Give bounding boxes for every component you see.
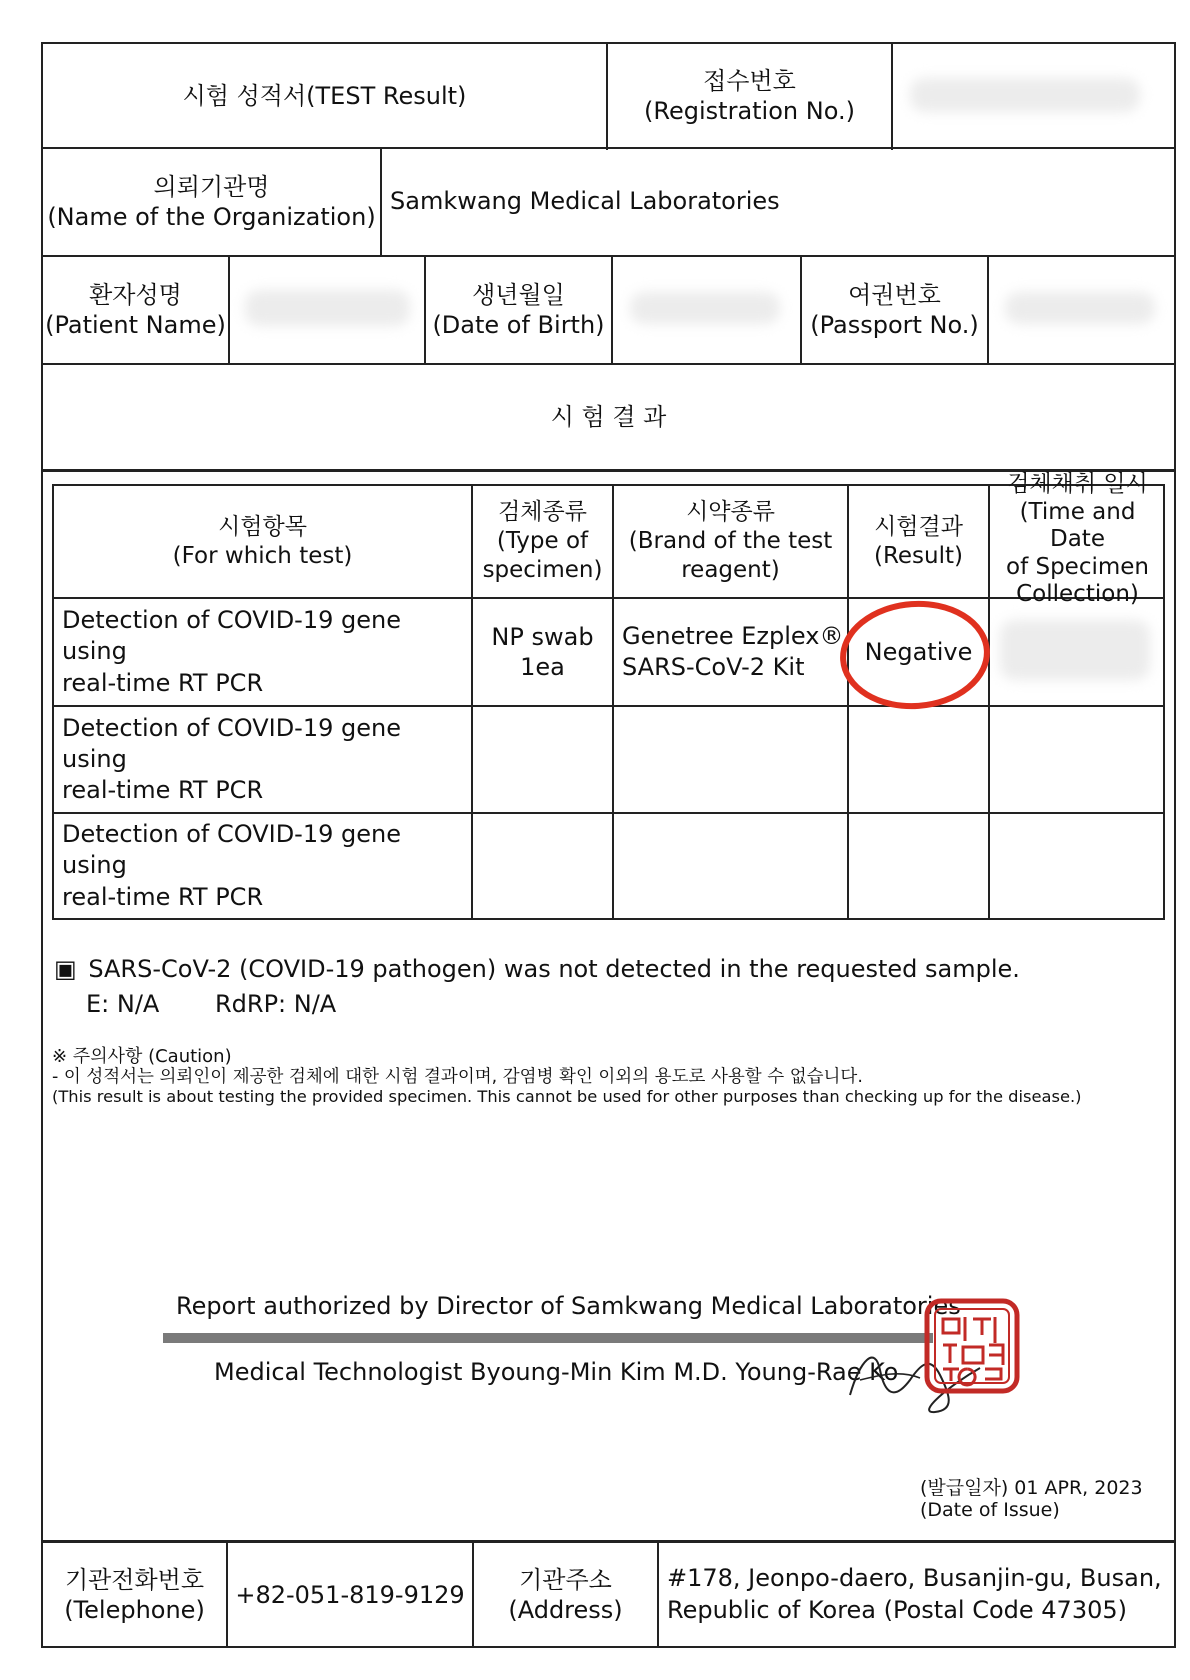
caution-english: (This result is about testing the provided specimen. This cannot be used for other purposes than checking up for the disease.) [52, 1087, 1082, 1106]
result-highlight-circle [835, 595, 995, 715]
section-title: 시 험 결 과 [550, 403, 667, 431]
result-value: Negative [864, 638, 973, 666]
dob-label: 생년월일 (Date of Birth) [432, 281, 605, 339]
collection-time-redacted [1000, 620, 1150, 680]
passport-label: 여권번호 (Passport No.) [810, 281, 979, 339]
telephone-label: 기관전화번호 (Telephone) [64, 1565, 205, 1624]
header-specimen-type: 검체종류 (Type of specimen) [482, 499, 603, 583]
caution-title: ※ 주의사항 (Caution) [52, 1046, 232, 1067]
table-row-test: Detection of COVID-19 gene using real-time RT PCR [62, 606, 401, 697]
issue-date-label: (Date of Issue) [920, 1499, 1060, 1521]
patient-name-redacted [245, 290, 410, 326]
dob-redacted [630, 292, 780, 324]
caution-korean: - 이 성적서는 의뢰인이 제공한 검체에 대한 시험 결과이며, 감염병 확인 이외의 용도로 사용할 수 없습니다. [52, 1067, 863, 1087]
bullet-icon: ▣ [54, 955, 77, 983]
address-value: #178, Jeonpo-daero, Busanjin-gu, Busan, Republic of Korea (Postal Code 47305) [667, 1564, 1162, 1624]
header-result: 시험결과 (Result) [873, 513, 963, 569]
official-seal [923, 1297, 1021, 1395]
divider-rule [163, 1333, 933, 1343]
authorization-line: Report authorized by Director of Samkwang Medical Laboratories [176, 1292, 961, 1320]
organization-name: Samkwang Medical Laboratories [390, 187, 780, 216]
registration-number-redacted [910, 78, 1140, 112]
passport-redacted [1005, 292, 1155, 324]
gene-values: E: N/A RdRP: N/A [86, 990, 337, 1018]
organization-label: 의뢰기관명 (Name of the Organization) [47, 173, 376, 231]
specimen-value: NP swab 1ea [491, 623, 594, 681]
technologist-line: Medical Technologist Byoung-Min Kim M.D. Young-Rae Ko [214, 1358, 899, 1386]
registration-label: 접수번호 (Registration No.) [644, 66, 855, 125]
header-collection-time: 검체채취 일시 (Time and Date of Specimen Collection) [1006, 471, 1149, 608]
table-row-test: Detection of COVID-19 gene using real-time RT PCR [62, 713, 401, 805]
reagent-value: Genetree Ezplex® SARS-CoV-2 Kit [622, 621, 844, 681]
address-label: 기관주소 (Address) [508, 1565, 623, 1624]
header-test-item: 시험항목 (For which test) [172, 513, 353, 569]
header-reagent-brand: 시약종류 (Brand of the test reagent) [628, 499, 833, 583]
patient-name-label: 환자성명 (Patient Name) [45, 281, 226, 339]
table-row-test: Detection of COVID-19 gene using real-time RT PCR [62, 820, 401, 911]
issue-date: (발급일자) 01 APR, 2023 [920, 1477, 1143, 1499]
summary-line: ▣ SARS-CoV-2 (COVID-19 pathogen) was not detected in the requested sample. [54, 955, 1020, 983]
telephone-value: +82-051-819-9129 [235, 1580, 465, 1609]
report-title: 시험 성적서(TEST Result) [182, 81, 467, 110]
